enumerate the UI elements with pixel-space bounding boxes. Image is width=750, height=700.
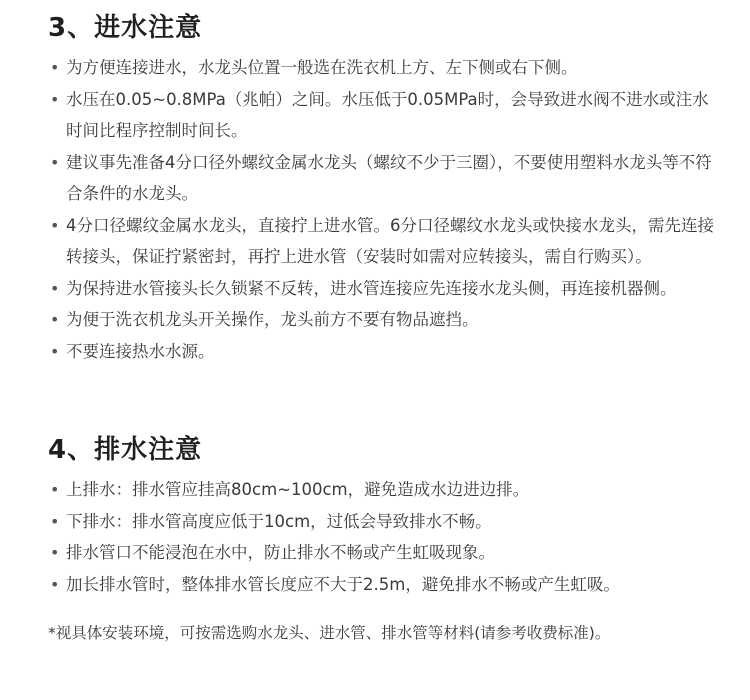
bullet-dot: •: [50, 152, 60, 172]
list-item-text: 为便于洗衣机龙头开关操作，龙头前方不要有物品遮挡。: [66, 310, 479, 329]
list-item-text: 水压在0.05~0.8MPa（兆帕）之间。水压低于0.05MPa时，会导致进水阀不进水或注水时间比程序控制时间长。: [66, 89, 709, 140]
drainage-heading: 4、排水注意: [48, 435, 203, 465]
list-item: [0, 569, 750, 601]
list-item-text: 加长排水管时，整体排水管长度应不大于2.5m，避免排水不畅或产生虹吸。: [66, 574, 620, 594]
water-inlet-heading: 3、进水注意: [48, 13, 203, 43]
bullet-dot: •: [50, 278, 60, 298]
bullet-dot: •: [50, 574, 60, 594]
list-item: [0, 52, 750, 84]
list-item-text: 为保持进水管接头长久锁紧不反转，进水管连接应先连接水龙头侧，再连接机器侧。: [66, 278, 677, 298]
drainage-list: [0, 474, 750, 600]
footnote: *视具体安装环境，可按需选购水龙头、进水管、排水管等材料(请参考收费标准)。: [48, 624, 611, 642]
list-item: [0, 537, 750, 569]
list-item: [0, 506, 750, 538]
drainage-section: [0, 432, 750, 600]
list-item-text: 为方便连接进水，水龙头位置一般选在洗衣机上方、左下侧或右下侧。: [66, 58, 578, 77]
list-item-text: 不要连接热水水源。: [66, 341, 215, 361]
list-item-text: 4分口径螺纹金属水龙头，直接拧上进水管。6分口径螺纹水龙头或快接水龙头，需先连接转接头，保证拧紧密封，再拧上进水管（安装时如需对应转接头，需自行购买）。: [66, 215, 714, 266]
list-item-text: 建议事先准备4分口径外螺纹金属水龙头（螺纹不少于三圈），不要使用塑料水龙头等不符合条件的水龙头。: [66, 152, 712, 203]
bullet-dot: •: [50, 58, 60, 77]
list-item: [0, 273, 750, 305]
list-item: [0, 336, 750, 368]
list-item-text: 排水管口不能浸泡在水中，防止排水不畅或产生虹吸现象。: [66, 543, 495, 562]
bullet-dot: •: [50, 543, 60, 562]
water-inlet-list: [0, 52, 750, 367]
list-item: [0, 210, 750, 273]
list-item: [0, 84, 750, 147]
bullet-dot: •: [50, 89, 60, 109]
list-item: [0, 304, 750, 336]
list-item: [0, 147, 750, 210]
bullet-dot: •: [50, 480, 60, 499]
bullet-dot: •: [50, 310, 60, 329]
bullet-dot: •: [50, 215, 60, 235]
water-inlet-section: [0, 10, 750, 367]
list-item-text: 上排水：排水管应挂高80cm~100cm，避免造成水边进边排。: [66, 480, 530, 499]
bullet-dot: •: [50, 341, 60, 361]
list-item-text: 下排水：排水管高度应低于10cm，过低会导致排水不畅。: [66, 511, 492, 531]
list-item: [0, 474, 750, 506]
bullet-dot: •: [50, 511, 60, 531]
